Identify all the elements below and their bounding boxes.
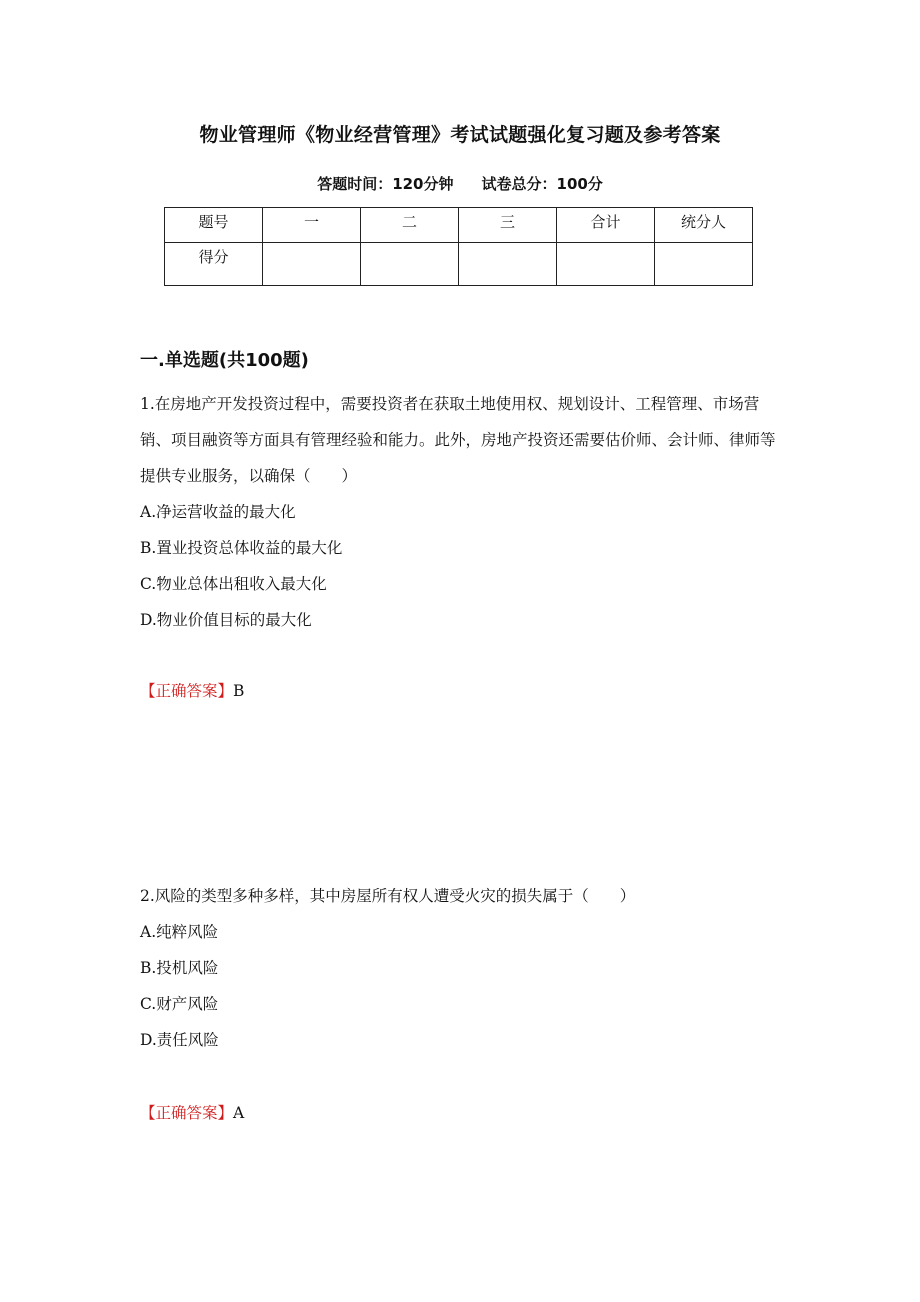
score-cell — [361, 243, 459, 286]
answer-1 — [140, 673, 244, 709]
answer-2 — [140, 1095, 244, 1131]
option-c: C.物业总体出租收入最大化 — [140, 575, 327, 593]
score-cell — [655, 243, 753, 286]
answer-value: A — [233, 1104, 245, 1122]
question-stem: 1.在房地产开发投资过程中，需要投资者在获取土地使用权、规划设计、工程管理、市场营销、项目融资等方面具有管理经验和能力。此外，房地产投资还需要估价师、会计师、律师等提供专业服务，以确保（ ） — [140, 395, 776, 485]
score-table-header-cell: 二 — [361, 208, 459, 243]
score-table-header-cell: 一 — [263, 208, 361, 243]
answer-label: 【正确答案】 — [140, 1104, 234, 1122]
score-table-header-row — [165, 208, 753, 243]
question-1 — [140, 386, 790, 638]
score-cell — [263, 243, 361, 286]
option-a: A.纯粹风险 — [140, 923, 219, 941]
option-a: A.净运营收益的最大化 — [140, 503, 296, 521]
score-table-row-label: 得分 — [165, 243, 263, 286]
option-b: B.投机风险 — [140, 959, 219, 977]
option-c: C.财产风险 — [140, 995, 219, 1013]
score-table-header-cell: 三 — [459, 208, 557, 243]
score-table-header-cell: 合计 — [557, 208, 655, 243]
score-cell — [459, 243, 557, 286]
score-table — [164, 207, 753, 286]
option-d: D.物业价值目标的最大化 — [140, 611, 312, 629]
option-d: D.责任风险 — [140, 1031, 219, 1049]
option-b: B.置业投资总体收益的最大化 — [140, 539, 343, 557]
exam-time: 答题时间：120分钟 — [317, 175, 454, 193]
score-table-score-row — [165, 243, 753, 286]
page-title: 物业管理师《物业经营管理》考试试题强化复习题及参考答案 — [199, 124, 721, 146]
answer-value: B — [233, 682, 245, 700]
exam-meta — [0, 173, 920, 194]
score-cell — [557, 243, 655, 286]
section-title: 一.单选题(共100题) — [140, 350, 309, 371]
exam-total-score: 试卷总分：100分 — [481, 175, 603, 193]
answer-label: 【正确答案】 — [140, 682, 234, 700]
score-table-header-cell: 题号 — [165, 208, 263, 243]
question-2 — [140, 878, 790, 1058]
question-stem: 2.风险的类型多种多样，其中房屋所有权人遭受火灾的损失属于（ ） — [140, 887, 636, 905]
score-table-header-cell: 统分人 — [655, 208, 753, 243]
